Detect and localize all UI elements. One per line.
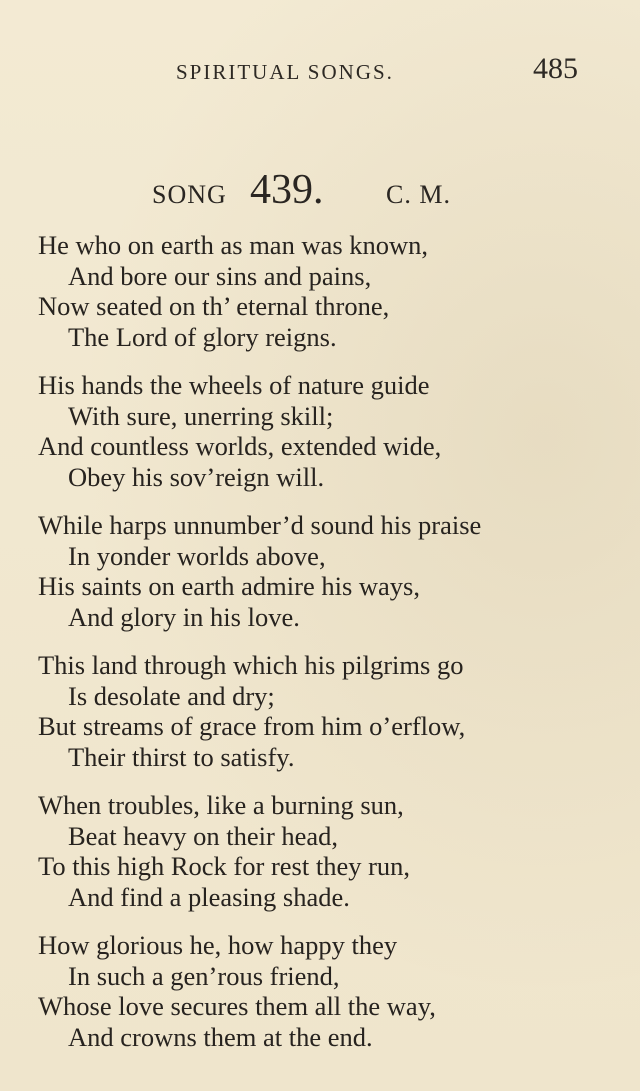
stanza-line: His saints on earth admire his ways,	[38, 571, 420, 601]
stanzas	[38, 230, 628, 1070]
stanza-line: And bore our sins and pains,	[68, 260, 372, 291]
stanza-line: In yonder worlds above,	[68, 540, 326, 571]
stanza-line: Beat heavy on their head,	[68, 820, 339, 851]
stanza-line: But streams of grace from him o’erflow,	[38, 711, 466, 741]
stanza-5	[38, 790, 628, 912]
stanza-6	[38, 930, 628, 1052]
stanza-4	[38, 650, 628, 772]
stanza-line: Whose love secures them all the way,	[38, 991, 436, 1021]
stanza-line: In such a gen’rous friend,	[68, 960, 340, 991]
stanza-line: And find a pleasing shade.	[68, 881, 350, 912]
stanza-line: How glorious he, how happy they	[38, 930, 398, 960]
stanza-line: Now seated on th’ eternal throne,	[38, 291, 390, 321]
stanza-line: Is desolate and dry;	[68, 680, 275, 711]
stanza-line: The Lord of glory reigns.	[68, 321, 337, 352]
stanza-line: When troubles, like a burning sun,	[38, 790, 404, 820]
stanza-line: And crowns them at the end.	[68, 1021, 373, 1052]
stanza-line: While harps unnumber’d sound his praise	[38, 510, 482, 540]
stanza-line: Obey his sov’reign will.	[68, 461, 325, 492]
song-label: SONG	[152, 180, 227, 209]
stanza-3	[38, 510, 628, 632]
running-title: SPIRITUAL SONGS.	[176, 60, 394, 84]
stanza-line: And glory in his love.	[68, 601, 300, 632]
stanza-line: His hands the wheels of nature guide	[38, 370, 430, 400]
stanza-2	[38, 370, 628, 492]
song-number: 439.	[250, 167, 324, 213]
stanza-line: To this high Rock for rest they run,	[38, 851, 411, 881]
stanza-line: And countless worlds, extended wide,	[38, 431, 442, 461]
stanza-line: This land through which his pilgrims go	[38, 650, 464, 680]
running-head	[0, 52, 640, 92]
stanza-1	[38, 230, 628, 352]
stanza-line: Their thirst to satisfy.	[68, 741, 295, 772]
song-meter: C. M.	[386, 180, 451, 209]
page-number: 485	[533, 52, 578, 85]
stanza-line: He who on earth as man was known,	[38, 230, 429, 260]
song-heading	[0, 166, 640, 216]
stanza-line: With sure, unerring skill;	[68, 400, 334, 431]
